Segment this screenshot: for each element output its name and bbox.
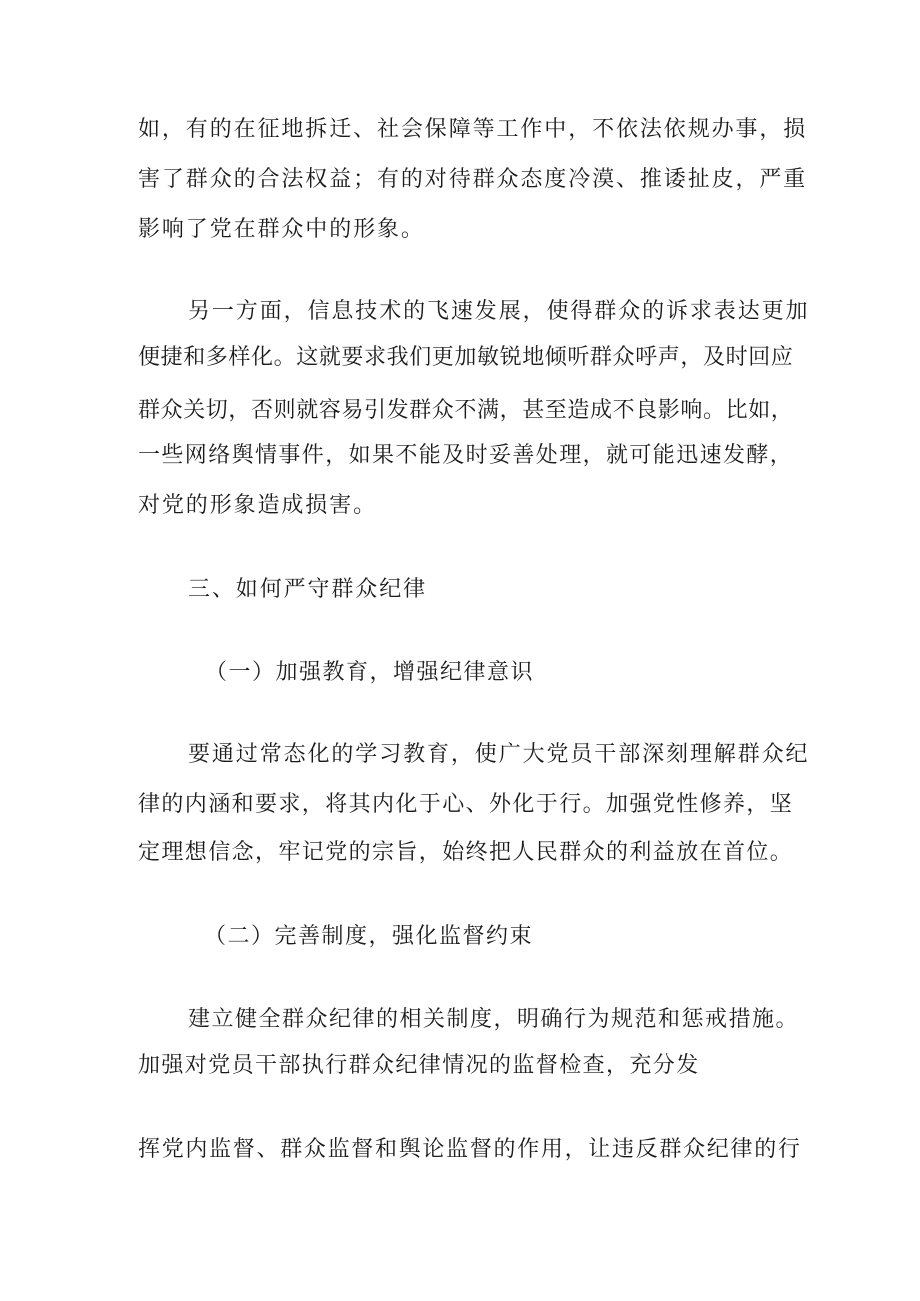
paragraph-3-line-1: 要通过常态化的学习教育，使广大党员干部深刻理解群众纪: [188, 742, 810, 767]
paragraph-2-line-1: 另一方面，信息技术的飞速发展，使得群众的诉求表达更加: [188, 299, 810, 324]
paragraph-3-line-3: 定理想信念，牢记党的宗旨，始终把人民群众的利益放在首位。: [138, 840, 794, 865]
paragraph-4-line-1: 建立健全群众纪律的相关制度，明确行为规范和惩戒措施。: [188, 1007, 800, 1032]
subheading-2: （二）完善制度，强化监督约束: [204, 924, 534, 949]
paragraph-1-line-1: 如，有的在征地拆迁、社会保障等工作中，不依法依规办事，损: [138, 117, 808, 142]
paragraph-2-line-5: 对党的形象造成损害。: [138, 493, 378, 518]
paragraph-2-line-2: 便捷和多样化。这就要求我们更加敏锐地倾听群众呼声，及时回应: [138, 345, 794, 370]
subheading-1: （一）加强教育，增强纪律意识: [205, 660, 535, 685]
paragraph-2-line-3: 群众关切，否则就容易引发群众不满，甚至造成不良影响。比如，: [138, 398, 794, 423]
paragraph-2-line-4: 一些网络舆情事件，如果不能及时妥善处理，就可能迅速发酵，: [138, 443, 794, 468]
section-heading: 三、如何严守群众纪律: [188, 577, 428, 602]
paragraph-1-line-3: 影响了党在群众中的形象。: [138, 217, 425, 242]
paragraph-4-line-2: 加强对党员干部执行群众纪律情况的监督检查，充分发: [138, 1053, 700, 1078]
paragraph-1-line-2: 害了群众的合法权益；有的对待群众态度冷漠、推诿扯皮，严重: [138, 167, 808, 192]
paragraph-3-line-2: 律的内涵和要求，将其内化于心、外化于行。加强党性修养，坚: [138, 792, 794, 817]
paragraph-4-line-3: 挥党内监督、群众监督和舆论监督的作用，让违反群众纪律的行: [138, 1137, 802, 1162]
